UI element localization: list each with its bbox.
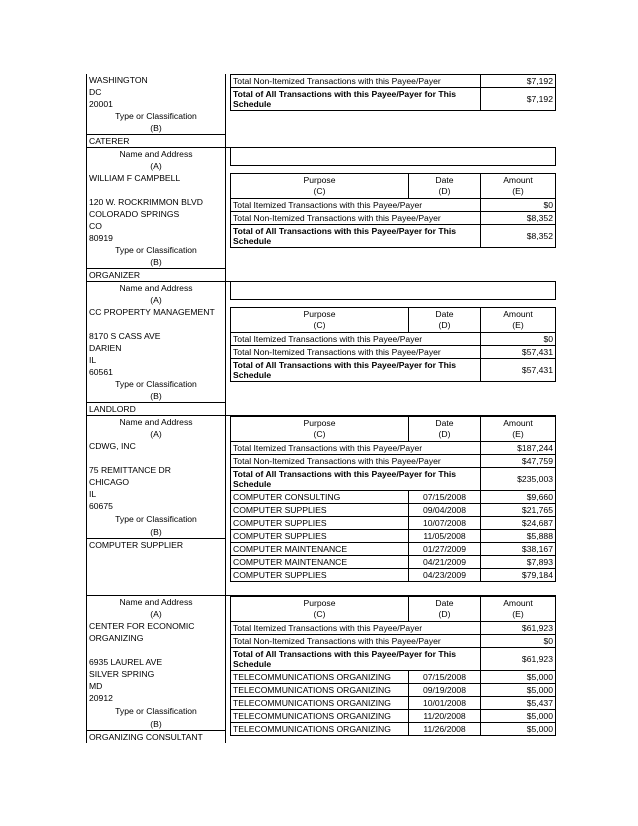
type-label: Type or Classification: [115, 514, 197, 524]
total-row: [231, 225, 556, 248]
non-itemized-label: Total Non-Itemized Transactions with this Payee/Payer: [231, 212, 481, 225]
total-amount: $57,431: [481, 359, 556, 382]
payee-name-line1: CENTER FOR ECONOMIC: [89, 621, 195, 631]
date-header: Date (D): [409, 597, 481, 622]
payee-name-line2: ORGANIZING: [89, 633, 144, 643]
non-itemized-amount: $57,431: [481, 346, 556, 359]
non-itemized-row: [231, 75, 556, 88]
type-label: Type or Classification: [115, 379, 197, 389]
payee-block-cdwg: [86, 416, 556, 596]
header-row: [231, 417, 556, 442]
payee-name: CC PROPERTY MANAGEMENT: [89, 307, 215, 317]
address-state: CO: [89, 221, 102, 231]
total-amount: $61,923: [481, 648, 556, 671]
name-address-label: Name and Address: [119, 597, 193, 607]
table-row: COMPUTER SUPPLIES 10/07/2008 $24,687: [231, 517, 556, 530]
payee-block-cc-property: [86, 282, 556, 416]
itemized-row: [231, 442, 556, 455]
schedule-document: [86, 74, 556, 752]
name-address-label: Name and Address: [119, 283, 193, 293]
table-row: COMPUTER MAINTENANCE 04/21/2009 $7,893: [231, 556, 556, 569]
address-state: IL: [89, 489, 97, 499]
table-row: COMPUTER SUPPLIES 09/04/2008 $21,765: [231, 504, 556, 517]
transactions-panel: [230, 596, 556, 743]
address-street: 8170 S CASS AVE: [89, 331, 161, 341]
non-itemized-label: Total Non-Itemized Transactions with this Payee/Payer: [231, 75, 481, 88]
name-address-label: Name and Address: [119, 149, 193, 159]
total-label: Total of All Transactions with this Payee/Payer for This Schedule: [231, 648, 481, 671]
purpose-header: Purpose (C): [231, 308, 409, 333]
address-zip: 80919: [89, 233, 113, 243]
total-amount: $7,192: [481, 88, 556, 111]
transactions-table: [230, 307, 556, 382]
payee-type: ORGANIZING CONSULTANT: [87, 730, 225, 743]
address-street: 120 W. ROCKRIMMON BLVD: [89, 197, 203, 207]
itemized-row: [231, 333, 556, 346]
type-col-label: (B): [150, 391, 162, 401]
purpose-header: Purpose (C): [231, 417, 409, 442]
type-col-label: (B): [150, 719, 162, 729]
itemized-amount: $0: [481, 199, 556, 212]
name-col-label: (A): [150, 609, 162, 619]
total-amount: $8,352: [481, 225, 556, 248]
address-state: IL: [89, 355, 97, 365]
type-col-label: (B): [150, 257, 162, 267]
itemized-amount: $0: [481, 333, 556, 346]
address-zip: 60561: [89, 367, 113, 377]
transactions-panel: [230, 148, 556, 281]
payee-type: CATERER: [87, 134, 225, 147]
payee-info: [86, 148, 226, 281]
transactions-table: [230, 173, 556, 248]
address-street: 75 REMITTANCE DR: [89, 465, 171, 475]
address-state: MD: [89, 681, 103, 691]
total-label: Total of All Transactions with this Payee/Payer for This Schedule: [231, 359, 481, 382]
address-zip: 60675: [89, 501, 113, 511]
table-row: COMPUTER CONSULTING 07/15/2008 $9,660: [231, 491, 556, 504]
address-state: DC: [89, 87, 102, 97]
non-itemized-label: Total Non-Itemized Transactions with this Payee/Payer: [231, 635, 481, 648]
total-row: [231, 359, 556, 382]
payee-type: ORGANIZER: [87, 268, 225, 281]
address-street: 6935 LAUREL AVE: [89, 657, 163, 667]
date-header: Date (D): [409, 417, 481, 442]
amount-header: Amount (E): [481, 174, 556, 199]
purpose-header: Purpose (C): [231, 174, 409, 199]
table-row: TELECOMMUNICATIONS ORGANIZING 11/26/2008 $5,000: [231, 723, 556, 736]
header-row: [231, 308, 556, 333]
itemized-amount: $187,244: [481, 442, 556, 455]
date-header: Date (D): [409, 174, 481, 199]
address-city: SILVER SPRING: [89, 669, 155, 679]
itemized-label: Total Itemized Transactions with this Payee/Payer: [231, 199, 481, 212]
non-itemized-row: [231, 346, 556, 359]
name-col-label: (A): [150, 161, 162, 171]
table-row: TELECOMMUNICATIONS ORGANIZING 07/15/2008 $5,000: [231, 671, 556, 684]
type-label: Type or Classification: [115, 245, 197, 255]
payee-info: [86, 74, 226, 147]
address-zip: 20912: [89, 693, 113, 703]
payee-name: WILLIAM F CAMPBELL: [89, 173, 181, 183]
table-row: TELECOMMUNICATIONS ORGANIZING 11/20/2008 $5,000: [231, 710, 556, 723]
payee-type: LANDLORD: [87, 402, 225, 415]
total-label: Total of All Transactions with this Payee/Payer for This Schedule: [231, 225, 481, 248]
totals-table: [230, 74, 556, 111]
address-city: CHICAGO: [89, 477, 130, 487]
non-itemized-amount: $47,759: [481, 455, 556, 468]
address-zip: 20001: [89, 99, 113, 109]
header-row: [231, 597, 556, 622]
payee-block-campbell: [86, 148, 556, 282]
address-city: DARIEN: [89, 343, 122, 353]
address-city: WASHINGTON: [89, 75, 148, 85]
total-row: [231, 648, 556, 671]
amount-header: Amount (E): [481, 417, 556, 442]
spacer: [230, 148, 556, 166]
payee-block-center-economic: [86, 596, 556, 743]
type-col-label: (B): [150, 527, 162, 537]
address-city: COLORADO SPRINGS: [89, 209, 180, 219]
type-label: Type or Classification: [115, 111, 197, 121]
purpose-header: Purpose (C): [231, 597, 409, 622]
itemized-row: [231, 199, 556, 212]
name-col-label: (A): [150, 429, 162, 439]
amount-header: Amount (E): [481, 308, 556, 333]
itemized-row: [231, 622, 556, 635]
itemized-label: Total Itemized Transactions with this Payee/Payer: [231, 442, 481, 455]
total-row: [231, 468, 556, 491]
transactions-table: [230, 416, 556, 582]
table-row: COMPUTER SUPPLIES 04/23/2009 $79,184: [231, 569, 556, 582]
itemized-amount: $61,923: [481, 622, 556, 635]
payee-type: COMPUTER SUPPLIER: [87, 538, 225, 551]
non-itemized-amount: $7,192: [481, 75, 556, 88]
spacer: [230, 282, 556, 300]
transactions-panel: [230, 282, 556, 415]
payee-name: CDWG, INC: [89, 441, 136, 451]
payee-block-caterer: [86, 74, 556, 148]
table-row: TELECOMMUNICATIONS ORGANIZING 09/19/2008 $5,000: [231, 684, 556, 697]
header-row: [231, 174, 556, 199]
transactions-panel: [230, 74, 556, 147]
non-itemized-amount: $0: [481, 635, 556, 648]
total-label: Total of All Transactions with this Payee/Payer for This Schedule: [231, 88, 481, 111]
non-itemized-row: [231, 455, 556, 468]
type-label: Type or Classification: [115, 706, 197, 716]
non-itemized-label: Total Non-Itemized Transactions with this Payee/Payer: [231, 346, 481, 359]
non-itemized-row: [231, 635, 556, 648]
amount-header: Amount (E): [481, 597, 556, 622]
total-amount: $235,003: [481, 468, 556, 491]
non-itemized-row: [231, 212, 556, 225]
total-row: [231, 88, 556, 111]
non-itemized-label: Total Non-Itemized Transactions with this Payee/Payer: [231, 455, 481, 468]
total-label: Total of All Transactions with this Payee/Payer for This Schedule: [231, 468, 481, 491]
name-col-label: (A): [150, 295, 162, 305]
date-header: Date (D): [409, 308, 481, 333]
table-row: COMPUTER SUPPLIES 11/05/2008 $5,888: [231, 530, 556, 543]
itemized-label: Total Itemized Transactions with this Payee/Payer: [231, 333, 481, 346]
payee-info: [86, 282, 226, 415]
payee-info: [86, 596, 226, 743]
itemized-label: Total Itemized Transactions with this Payee/Payer: [231, 622, 481, 635]
non-itemized-amount: $8,352: [481, 212, 556, 225]
table-row: COMPUTER MAINTENANCE 01/27/2009 $38,167: [231, 543, 556, 556]
name-address-label: Name and Address: [119, 417, 193, 427]
transactions-panel: [230, 416, 556, 595]
type-col-label: (B): [150, 123, 162, 133]
table-row: TELECOMMUNICATIONS ORGANIZING 10/01/2008 $5,437: [231, 697, 556, 710]
transactions-table: [230, 596, 556, 736]
payee-info: [86, 416, 226, 595]
